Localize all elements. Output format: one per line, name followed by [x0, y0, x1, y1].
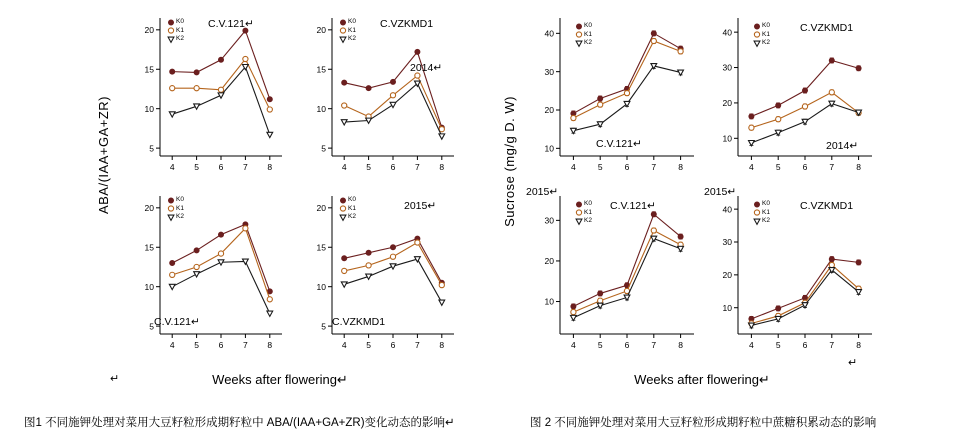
legend-item-K0: [752, 200, 770, 209]
legend-label-K1: K1: [176, 204, 184, 212]
svg-text:20: 20: [544, 105, 554, 116]
svg-text:4: 4: [749, 340, 754, 350]
chart-f2-2014-vzkmd1: [704, 8, 882, 184]
data-point-K0: [170, 69, 175, 74]
legend-item-K0: [752, 22, 770, 31]
svg-text:10: 10: [316, 103, 326, 114]
svg-text:5: 5: [321, 143, 326, 154]
svg-text:5: 5: [149, 321, 154, 332]
panel-f1-2015-v121: [126, 186, 292, 362]
legend-label-K0: K0: [348, 196, 356, 203]
data-point-K0: [267, 97, 272, 102]
svg-text:20: 20: [722, 98, 732, 109]
data-point-K1: [829, 90, 834, 95]
legend-item-K2: [166, 213, 184, 222]
data-point-K1: [624, 91, 629, 96]
figure2-y-axis-label: Sucrose (mg/g D. W): [502, 96, 517, 227]
data-point-K2: [678, 70, 684, 75]
data-point-K1: [802, 104, 807, 109]
legend-f1-2015-v121: [166, 196, 184, 222]
data-point-K2: [218, 260, 224, 265]
legend-label-K1: K1: [176, 26, 184, 34]
data-point-K1: [170, 272, 175, 277]
legend-item-K2: [574, 217, 592, 226]
legend-marker-K2: [574, 217, 583, 226]
data-point-K0: [571, 304, 576, 309]
svg-text:15: 15: [144, 64, 154, 75]
data-point-K1: [342, 268, 347, 273]
legend-glyph-K1: [340, 28, 345, 33]
data-point-K0: [598, 291, 603, 296]
data-point-K2: [775, 130, 781, 135]
legend-item-K0: [338, 196, 356, 205]
legend-marker-K2: [338, 35, 347, 44]
legend-glyph-K0: [340, 20, 345, 25]
data-point-K2: [597, 303, 603, 308]
svg-text:20: 20: [144, 25, 154, 36]
svg-text:30: 30: [722, 62, 732, 73]
data-point-K1: [390, 93, 395, 98]
legend-label-K2: K2: [584, 39, 592, 46]
data-point-K2: [439, 134, 445, 139]
data-point-K2: [775, 316, 781, 321]
figure1-y-axis-label: ABA/(IAA+GA+ZR): [96, 96, 111, 215]
data-point-K0: [390, 245, 395, 250]
panel-f1-2014-vzkmd1: [298, 8, 464, 184]
panel-year-f2-2014-vzkmd1: 2014↵: [826, 140, 859, 152]
legend-item-K0: [574, 200, 592, 209]
data-point-K0: [390, 79, 395, 84]
legend-item-K2: [166, 35, 184, 44]
svg-text:6: 6: [218, 162, 224, 172]
data-point-K1: [439, 283, 444, 288]
svg-text:20: 20: [544, 256, 554, 267]
legend-marker-K2: [752, 39, 761, 48]
legend-glyph-K1: [340, 206, 345, 211]
panel-title-f1-2015-v121: C.V.121↵: [154, 316, 200, 328]
legend-glyph-K1: [168, 28, 173, 33]
legend-glyph-K1: [168, 206, 173, 211]
svg-text:6: 6: [624, 162, 630, 172]
data-point-K2: [169, 112, 175, 117]
data-point-K2: [267, 132, 273, 137]
panel-title-f2-2015-vzkmd1: C.VZKMD1: [800, 200, 854, 212]
panel-f2-2015-v121: [526, 186, 704, 362]
svg-text:4: 4: [571, 340, 576, 350]
legend-glyph-K2: [168, 37, 174, 42]
svg-text:8: 8: [678, 340, 683, 350]
legend-glyph-K0: [340, 198, 345, 203]
legend-label-K1: K1: [584, 30, 592, 38]
svg-text:7: 7: [829, 340, 835, 350]
legend-glyph-K0: [754, 24, 759, 29]
legend-item-K1: [752, 31, 770, 40]
legend-item-K1: [574, 31, 592, 40]
svg-text:6: 6: [624, 340, 630, 350]
chart-f2-2015-vzkmd1: [704, 186, 882, 362]
legend-f2-2015-vzkmd1: [752, 200, 770, 226]
svg-text:10: 10: [722, 302, 732, 313]
data-point-K0: [218, 57, 223, 62]
svg-text:20: 20: [316, 203, 326, 214]
legend-label-K2: K2: [584, 217, 592, 224]
svg-text:20: 20: [722, 270, 732, 281]
data-point-K0: [218, 232, 223, 237]
legend-marker-K2: [752, 217, 761, 226]
data-point-K2: [390, 264, 396, 269]
data-point-K0: [776, 103, 781, 108]
legend-label-K2: K2: [762, 39, 770, 46]
data-point-K0: [194, 248, 199, 253]
svg-text:7: 7: [243, 162, 248, 172]
data-point-K2: [749, 141, 755, 146]
data-point-K2: [194, 272, 200, 277]
figure2-stray-mark: ↵: [848, 357, 858, 369]
data-point-K1: [170, 86, 175, 91]
legend-label-K1: K1: [348, 204, 356, 212]
data-point-K2: [341, 282, 347, 287]
data-point-K0: [749, 114, 754, 119]
svg-text:4: 4: [341, 162, 347, 172]
data-point-K2: [390, 102, 396, 107]
panel-year-f1-2015-vzkmd1: 2015↵: [404, 200, 437, 212]
panel-f1-2015-vzkmd1: [298, 186, 464, 362]
svg-text:10: 10: [722, 133, 732, 144]
figure1-x-axis-label: Weeks after flowering↵: [212, 372, 348, 387]
legend-f1-2015-vzkmd1: [338, 196, 356, 222]
data-point-K2: [169, 284, 175, 289]
legend-glyph-K0: [576, 202, 581, 207]
legend-item-K1: [166, 205, 184, 214]
data-point-K0: [802, 88, 807, 93]
data-point-K2: [571, 315, 577, 320]
data-point-K2: [749, 323, 755, 328]
data-point-K0: [776, 306, 781, 311]
data-point-K2: [624, 295, 630, 300]
data-point-K0: [170, 260, 175, 265]
legend-label-K1: K1: [762, 30, 770, 38]
legend-glyph-K2: [340, 37, 346, 42]
data-point-K2: [366, 274, 372, 279]
figure1-stray-mark: ↵: [110, 373, 120, 385]
data-point-K0: [342, 80, 347, 85]
svg-text:7: 7: [829, 162, 835, 172]
data-point-K1: [598, 102, 603, 107]
panel-title-f2-2014-vzkmd1: C.VZKMD1: [800, 22, 854, 34]
svg-text:8: 8: [267, 162, 273, 172]
legend-item-K1: [166, 27, 184, 36]
svg-text:6: 6: [802, 162, 808, 172]
panel-title-f2-2015-v121: C.V.121↵: [610, 200, 656, 212]
svg-text:6: 6: [218, 340, 224, 350]
legend-item-K0: [166, 18, 184, 27]
svg-text:7: 7: [651, 340, 657, 350]
svg-text:30: 30: [544, 66, 554, 77]
svg-text:8: 8: [856, 340, 861, 350]
svg-text:20: 20: [144, 203, 154, 214]
legend-item-K1: [338, 205, 356, 214]
panel-f2-2014-v121: [526, 8, 704, 184]
data-point-K1: [194, 264, 199, 269]
data-point-K2: [341, 120, 347, 125]
data-point-K2: [366, 118, 372, 123]
chart-f1-2014-vzkmd1: [298, 8, 464, 184]
svg-text:7: 7: [415, 340, 420, 350]
panel-title-f1-2014-vzkmd1: C.VZKMD1: [380, 18, 434, 30]
data-point-K1: [218, 87, 223, 92]
data-point-K0: [856, 66, 861, 71]
data-point-K2: [267, 311, 273, 316]
svg-text:10: 10: [544, 143, 554, 154]
chart-f1-2015-v121: [126, 186, 292, 362]
chart-f1-2015-vzkmd1: [298, 186, 464, 362]
svg-text:4: 4: [169, 340, 175, 350]
legend-label-K2: K2: [348, 35, 356, 42]
svg-text:15: 15: [316, 242, 326, 253]
data-point-K2: [829, 101, 835, 106]
svg-text:4: 4: [169, 162, 175, 172]
legend-glyph-K0: [576, 24, 581, 29]
figure2-caption: 图 2 不同施钾处理对菜用大豆籽粒形成期籽粒中蔗糖积累动态的影响: [530, 417, 877, 429]
legend-f2-2015-v121: [574, 200, 592, 226]
legend-marker-K2: [166, 35, 175, 44]
legend-label-K2: K2: [176, 35, 184, 42]
data-point-K2: [802, 303, 808, 308]
legend-glyph-K1: [576, 32, 581, 37]
legend-label-K0: K0: [584, 200, 592, 207]
svg-text:4: 4: [571, 162, 576, 172]
legend-label-K0: K0: [762, 200, 770, 207]
panel-year-f1-2014-vzkmd1: 2014↵: [410, 62, 443, 74]
data-point-K1: [571, 309, 576, 314]
svg-text:6: 6: [390, 162, 396, 172]
data-point-K2: [194, 104, 200, 109]
legend-glyph-K0: [754, 202, 759, 207]
legend-item-K1: [338, 27, 356, 36]
legend-item-K2: [338, 213, 356, 222]
legend-label-K2: K2: [762, 217, 770, 224]
legend-label-K0: K0: [176, 18, 184, 25]
svg-text:15: 15: [144, 242, 154, 253]
svg-text:10: 10: [316, 281, 326, 292]
chart-f2-2015-v121: [526, 186, 704, 362]
chart-f2-2014-v121: [526, 8, 704, 184]
legend-marker-K2: [574, 39, 583, 48]
data-point-K1: [243, 56, 248, 61]
panel-year-f2-2015-vzkmd1: 2015↵: [704, 186, 737, 198]
data-point-K1: [651, 228, 656, 233]
data-point-K2: [678, 246, 684, 251]
legend-label-K2: K2: [348, 213, 356, 220]
svg-text:40: 40: [722, 204, 732, 215]
data-point-K0: [651, 212, 656, 217]
data-point-K0: [366, 86, 371, 91]
data-point-K2: [571, 128, 577, 133]
data-point-K2: [243, 259, 249, 264]
data-point-K1: [218, 251, 223, 256]
svg-text:6: 6: [390, 340, 396, 350]
legend-item-K1: [752, 209, 770, 218]
legend-f1-2014-v121: [166, 18, 184, 44]
svg-text:40: 40: [722, 27, 732, 38]
legend-label-K0: K0: [584, 22, 592, 29]
svg-text:4: 4: [341, 340, 347, 350]
svg-text:5: 5: [149, 143, 154, 154]
legend-f2-2014-vzkmd1: [752, 22, 770, 48]
data-point-K1: [829, 262, 834, 267]
legend-label-K0: K0: [176, 196, 184, 203]
legend-glyph-K2: [754, 219, 760, 224]
svg-text:15: 15: [316, 64, 326, 75]
data-point-K0: [366, 250, 371, 255]
legend-label-K0: K0: [762, 22, 770, 29]
svg-text:5: 5: [194, 340, 199, 350]
data-point-K1: [598, 298, 603, 303]
data-point-K1: [571, 115, 576, 120]
data-point-K1: [678, 49, 683, 54]
svg-text:5: 5: [597, 340, 603, 350]
figure2-x-axis-label: Weeks after flowering↵: [634, 372, 770, 387]
svg-text:7: 7: [651, 162, 657, 172]
legend-glyph-K0: [168, 20, 173, 25]
legend-marker-K2: [166, 213, 175, 222]
data-point-K1: [749, 125, 754, 130]
panel-title-f2-2014-v121: C.V.121↵: [596, 138, 642, 150]
legend-glyph-K0: [168, 198, 173, 203]
panel-f2-2015-vzkmd1: [704, 186, 882, 362]
legend-glyph-K1: [754, 32, 759, 37]
data-point-K1: [415, 240, 420, 245]
svg-text:7: 7: [243, 340, 248, 350]
svg-text:20: 20: [316, 25, 326, 36]
svg-text:8: 8: [267, 340, 273, 350]
data-point-K2: [415, 257, 421, 262]
data-point-K0: [415, 49, 420, 54]
svg-text:30: 30: [722, 237, 732, 248]
legend-label-K0: K0: [348, 18, 356, 25]
svg-text:40: 40: [544, 28, 554, 39]
data-point-K1: [439, 127, 444, 132]
data-point-K0: [598, 96, 603, 101]
svg-text:5: 5: [194, 162, 199, 172]
legend-item-K2: [574, 39, 592, 48]
legend-item-K2: [752, 217, 770, 226]
data-point-K0: [829, 256, 834, 261]
data-point-K0: [829, 58, 834, 63]
legend-glyph-K2: [576, 41, 582, 46]
data-point-K1: [267, 107, 272, 112]
data-point-K0: [342, 256, 347, 261]
legend-glyph-K2: [168, 215, 174, 220]
legend-glyph-K1: [576, 210, 581, 215]
legend-label-K2: K2: [176, 213, 184, 220]
data-point-K1: [390, 254, 395, 259]
svg-text:10: 10: [144, 281, 154, 292]
svg-text:10: 10: [144, 103, 154, 114]
data-point-K2: [597, 122, 603, 127]
data-point-K0: [194, 70, 199, 75]
legend-f1-2014-vzkmd1: [338, 18, 356, 44]
figure1-caption: 图1 不同施钾处理对菜用大豆籽粒形成期籽粒中 ABA/(IAA+GA+ZR)变化动态的影响↵: [24, 417, 455, 429]
legend-item-K2: [338, 35, 356, 44]
svg-text:6: 6: [802, 340, 808, 350]
data-point-K0: [856, 260, 861, 265]
chart-f1-2014-v121: [126, 8, 292, 184]
svg-text:5: 5: [597, 162, 603, 172]
legend-item-K1: [574, 209, 592, 218]
legend-label-K1: K1: [584, 208, 592, 216]
legend-glyph-K2: [754, 41, 760, 46]
panel-year-f2-2015-v121: 2015↵: [526, 186, 559, 198]
legend-item-K0: [574, 22, 592, 31]
legend-marker-K2: [338, 213, 347, 222]
legend-item-K0: [166, 196, 184, 205]
data-point-K2: [802, 119, 808, 124]
data-point-K2: [218, 93, 224, 98]
legend-item-K0: [338, 18, 356, 27]
svg-text:5: 5: [366, 340, 371, 350]
legend-glyph-K1: [754, 210, 759, 215]
panel-f1-2014-v121: [126, 8, 292, 184]
legend-item-K2: [752, 39, 770, 48]
svg-text:10: 10: [544, 296, 554, 307]
svg-text:5: 5: [321, 321, 326, 332]
legend-glyph-K2: [576, 219, 582, 224]
svg-text:5: 5: [775, 162, 781, 172]
data-point-K1: [776, 117, 781, 122]
svg-text:4: 4: [749, 162, 754, 172]
data-point-K1: [366, 263, 371, 268]
legend-f2-2014-v121: [574, 22, 592, 48]
data-point-K1: [267, 297, 272, 302]
legend-label-K1: K1: [762, 208, 770, 216]
data-point-K1: [651, 38, 656, 43]
data-point-K1: [243, 226, 248, 231]
svg-text:5: 5: [366, 162, 371, 172]
data-point-K1: [194, 86, 199, 91]
data-point-K0: [678, 234, 683, 239]
panel-f2-2014-vzkmd1: [704, 8, 882, 184]
svg-text:8: 8: [439, 340, 445, 350]
legend-label-K1: K1: [348, 26, 356, 34]
svg-text:8: 8: [856, 162, 861, 172]
data-point-K0: [651, 31, 656, 36]
data-point-K2: [856, 290, 862, 295]
data-point-K1: [342, 103, 347, 108]
figure-2: [482, 0, 964, 446]
svg-text:8: 8: [678, 162, 683, 172]
svg-text:7: 7: [415, 162, 420, 172]
svg-text:8: 8: [439, 162, 445, 172]
panel-title-f1-2014-v121: C.V.121↵: [208, 18, 254, 30]
legend-glyph-K2: [340, 215, 346, 220]
svg-text:5: 5: [775, 340, 781, 350]
panel-title-f1-2015-vzkmd1: C.VZKMD1: [332, 316, 386, 328]
svg-text:30: 30: [544, 215, 554, 226]
data-point-K2: [651, 236, 657, 241]
data-point-K2: [439, 300, 445, 305]
